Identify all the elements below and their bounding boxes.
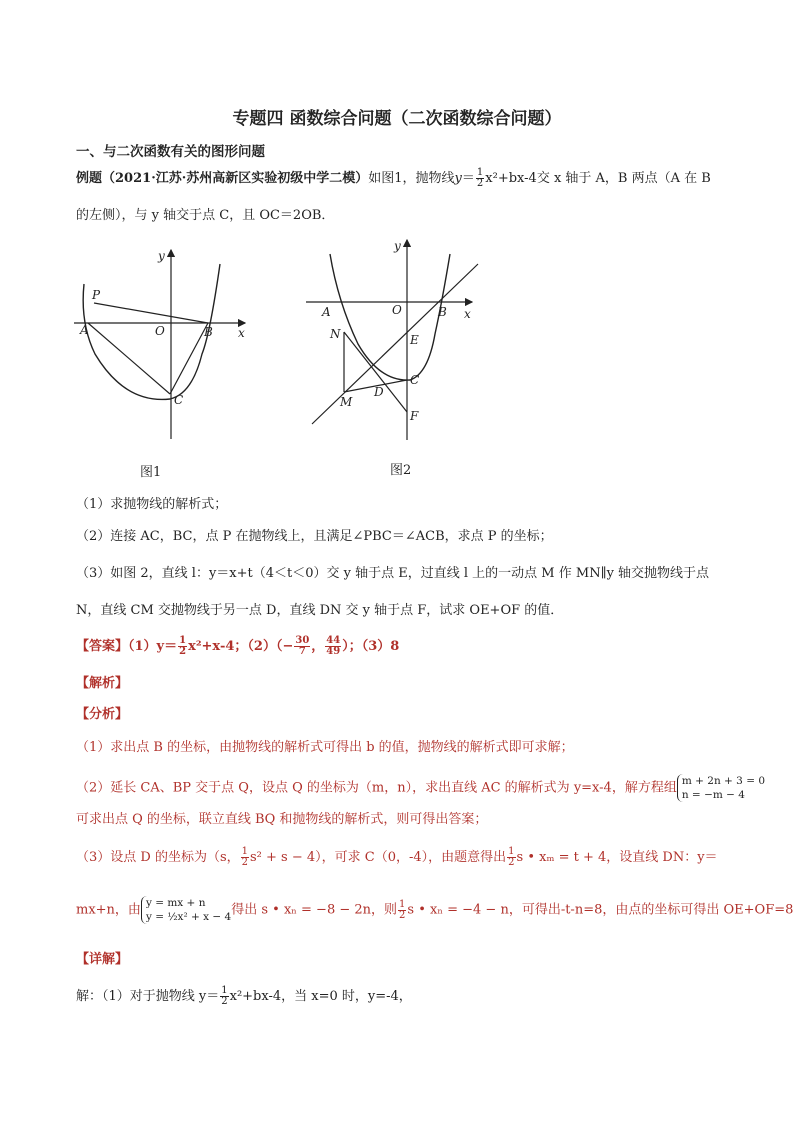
label-x: x <box>464 307 471 321</box>
caption-fig1: 图1 <box>140 465 162 480</box>
question-1: （1）求抛物线的解析式； <box>76 497 228 512</box>
fenxi-line-3: 可求出点 Q 的坐标，联立直线 BQ 和抛物线的解析式，则可得出答案； <box>76 812 488 827</box>
question-2: （2）连接 AC，BC，点 P 在抛物线上，且满足∠PBC＝∠ACB，求点 P 的坐标； <box>76 529 553 544</box>
question-3a: （3）如图 2，直线 l：y＝x+t（4＜t＜0）交 y 轴于点 E，过直线 l 上的一动点 M 作 MN∥y 轴交抛物线于点 <box>76 566 710 581</box>
label-O: O <box>155 324 165 338</box>
figure-1 <box>70 244 270 484</box>
line-pb <box>94 303 208 323</box>
fenxi-line-2: （2）延长 CA、BP 交于点 Q，设点 Q 的坐标为（m，n），求出直线 AC 的解析式为 y=x-4，解方程组 m + 2n + 3 = 0 n = −m − 4 <box>76 775 766 801</box>
figure-2 <box>300 234 500 484</box>
label-y: y <box>158 249 165 263</box>
fenxi-line-4: （3）设点 D 的坐标为（s， $\frac{1}{2}$ s² + s − 4），可求 C（0，-4），由题意得出 $\frac{1}{2}$ s • xₘ = t + 4，设直线 DN：y＝ <box>76 846 718 868</box>
label-B: B <box>438 305 447 319</box>
answer-tag: 【答案】 <box>76 639 129 654</box>
fraction: $\frac{1}{2}$ <box>476 167 484 189</box>
analysis-tag: 【解析】 <box>76 676 129 691</box>
label-y: y <box>394 239 401 253</box>
question-3b: N，直线 CM 交抛物线于另一点 D，直线 DN 交 y 轴于点 F，试求 OE+OF 的值． <box>76 603 564 618</box>
label-x: x <box>238 326 245 340</box>
label-P: P <box>92 288 101 302</box>
label-A: A <box>322 305 331 319</box>
line-bc <box>170 323 208 394</box>
example-label: 例题 <box>76 171 103 186</box>
parabola <box>83 264 220 399</box>
example-line-2: 的左侧），与 y 轴交于点 C，且 OC＝2OB． <box>76 208 335 223</box>
label-A: A <box>80 323 89 337</box>
label-C: C <box>174 393 184 407</box>
section-heading: 一、与二次函数有关的图形问题 <box>76 144 265 160</box>
equation-system-1: m + 2n + 3 = 0 n = −m − 4 <box>677 774 765 802</box>
line-dn <box>344 332 407 412</box>
example-source: （2021·江苏·苏州高新区实验初级中学二模） <box>102 171 369 186</box>
label-C: C <box>410 373 420 387</box>
parabola <box>330 254 450 380</box>
detail-tag: 【详解】 <box>76 952 129 967</box>
fenxi-line-5: mx+n，由 y = mx + n y = ½x² + x − 4 得出 s • xₙ = −8 − 2n，则 $\frac{1}{2}$ s • xₙ = −4 − n，可得出-t-n=8，由点的坐标可得出 OE+OF=8 <box>76 897 794 923</box>
label-M: M <box>340 395 353 409</box>
label-E: E <box>410 333 419 347</box>
equation-system-2: y = mx + n y = ½x² + x − 4 <box>141 896 231 924</box>
detail-line-1: 解：（1）对于抛物线 y＝ $\frac{1}{2}$ x²+bx-4，当 x=0 时，y=-4， <box>76 985 412 1007</box>
label-D: D <box>374 385 384 399</box>
fenxi-tag: 【分析】 <box>76 707 129 722</box>
caption-fig2: 图2 <box>390 463 412 478</box>
label-O: O <box>392 303 402 317</box>
label-B: B <box>204 325 213 339</box>
answer-line: 【答案】（1）y＝ $\frac{1}{2}$ x²+x-4；（2）（− $\frac{30}{7}$ ， $\frac{44}{49}$ ）；（3）8 <box>76 635 400 657</box>
label-N: N <box>330 327 341 341</box>
example-line-1: 例题（2021·江苏·苏州高新区实验初级中学二模）如图1，抛物线y＝ $\frac{1}{2}$ x²+bx-4交 x 轴于 A，B 两点（A 在 B <box>76 167 711 189</box>
label-F: F <box>410 409 419 423</box>
fenxi-line-1: （1）求出点 B 的坐标，由抛物线的解析式可得出 b 的值，抛物线的解析式即可求解； <box>76 740 574 755</box>
page-title: 专题四 函数综合问题（二次函数综合问题） <box>232 109 562 129</box>
